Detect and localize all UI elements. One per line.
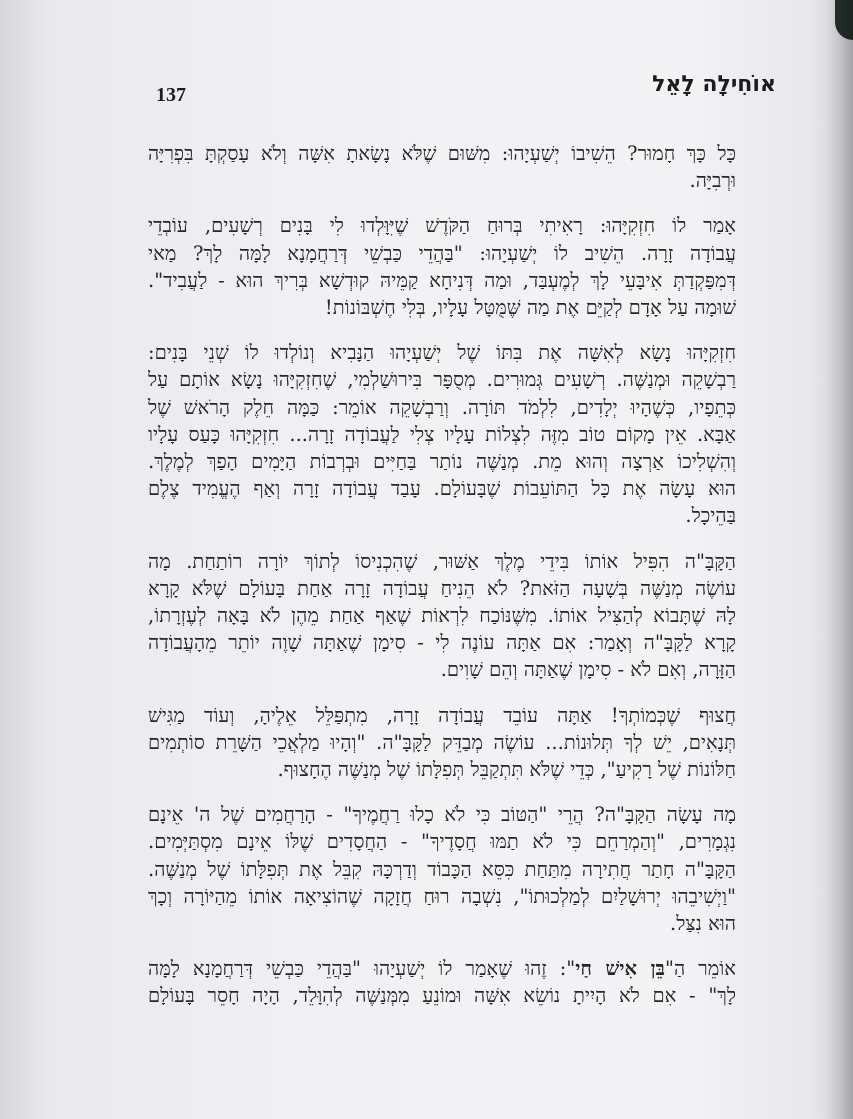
- paragraph-1: [148, 140, 736, 194]
- text-line: עֲבוֹדָה זָרָה. הֵשִׁיב לוֹ יְשַׁעְיָהוּ: "בַּהֲדֵי כַּבְשֵׁי דְּרַחֲמָנָא לָמָּה לָךְ? מַאי: [148, 241, 736, 265]
- text-line: הַקָּבָּ"ה חָתַר חֲתִירָה מִתַּחַת כִּסֵּא הַכָּבוֹד וְדַרְכָּהּ קִבֵּל אֶת תְּפִלָּתוֹ שֶׁל מְנַשֶּׁה.: [148, 857, 736, 881]
- text-line: כְּתֵפָיו, כְּשֶׁהָיוּ יְלָדִים, לִלְמֹד תּוֹרָה. וְרַבְשָׁקֵה אוֹמֵר: כַּמָּה חֵלֶק הָרֹאשׁ שֶׁל: [148, 395, 736, 419]
- text-line: "וַיְשִׁיבֵהוּ יְרוּשָׁלַיִם לְמַלְכוּתוֹ", נִשְׁבָה רוּחַ חֲזָקָה שֶׁהוֹצִיאָה אוֹתוֹ מֵהַיּוֹרָה וְכָךְ: [148, 884, 736, 908]
- paragraph-3: [148, 339, 736, 529]
- text-line: הַקָּבָּ"ה הִפִּיל אוֹתוֹ בִּידֵי מֶלֶךְ אַשּׁוּר, שֶׁהִכְנִיסוֹ לְתוֹךְ יוֹרָה רוֹתַחַת. מָה: [148, 549, 736, 573]
- text-line: בַּהֵיכָל.: [685, 504, 736, 528]
- text-line: חֲצוּף שֶׁכְּמוֹתְךָ! אַתָּה עוֹבֵד עֲבוֹדָה זָרָה, מִתְפַּלֵּל אֵלֶיהָ, וְעוֹד מַגִּישׁ: [148, 703, 736, 727]
- text-line: חִזְקִיָּהוּ נָשָׂא לְאִשָּׁה אֶת בִּתּוֹ שֶׁל יְשַׁעְיָהוּ הַנָּבִיא וְנוֹלְדוּ לוֹ שְׁנֵי בָּנִים:: [148, 341, 736, 365]
- text-line: אָמַר לוֹ חִזְקִיָּהוּ: רָאִיתִי בְּרוּחַ הַקֹּדֶשׁ שֶׁיִּוָּלְדוּ לִי בָּנִים רְשָׁעִים, עוֹבְדֵי: [148, 214, 736, 238]
- text-line: חַלּוֹנוֹת שֶׁל רָקִיעַ", כְּדֵי שֶׁלֹּא תִּתְקַבֵּל תְּפִלָּתוֹ שֶׁל מְנַשֶּׁה הֶחָצוּף.: [277, 758, 736, 782]
- text-line: וְהִשְׁלִיכוֹ אַרְצָה וְהוּא מֵת. מְנַשֶּׁה נוֹתַר בַּחַיִּים וּבְרְבוֹת הַיָּמִים הָפַךְ לְמֶלֶךְ.: [148, 450, 736, 474]
- page-header: [130, 70, 776, 110]
- text-fragment: אוֹמֵר הַ": [664, 957, 736, 981]
- page-number: 137: [156, 84, 186, 106]
- paragraph-5: [148, 702, 736, 784]
- text-line: הוּא נִצַּל.: [670, 912, 736, 936]
- text-line: עוֹשֶׂה מְנַשֶּׁה בְּשָׁעָה הַזֹּאת? לֹא הֵנִיחַ עֲבוֹדָה זָרָה אַחַת בָּעוֹלָם שֶׁלֹּא קָרָא: [148, 576, 736, 600]
- text-line: קָרָא לַקָּבָּ"ה וְאָמַר: אִם אַתָּה עוֹנֶה לִי - סִימָן שֶׁאַתָּה שָׁוֶה יוֹתֵר מֵהָעֲבוֹדָה: [148, 631, 736, 655]
- text-line: וּרְבִיָּה.: [689, 169, 736, 193]
- text-line: אַבָּא. אֵין מָקוֹם טוֹב מִזֶּה לִצְלוֹת עָלָיו צְלִי לַעֲבוֹדָה זָרָה... חִזְקִיָּהוּ כָּעַס עָלָיו: [148, 422, 736, 446]
- body-text: [148, 140, 736, 1028]
- text-line: דְּמִפַּקְדַתְּ אִיבָּעֵי לָךְ לְמֶעְבַּד, וּמַה דְּנִיחָא קַמֵּיהּ קוּדְשָׁא בְּרִיךְ הוּא - לַעֲבִיד".: [148, 268, 736, 292]
- text-line-with-bold-source: [148, 955, 736, 982]
- text-line: לָהּ שֶׁתָּבוֹא לְהַצִּיל אוֹתוֹ. מִשֶּׁנּוֹכַח לִרְאוֹת שֶׁאַף אַחַת מֵהֶן לֹא בָּאָה לְעֶזְרָתוֹ,: [148, 604, 736, 628]
- text-line: שׁוּמָה עַל אָדָם לְקַיֵּם אֶת מַה שֶּׁמֻּטָּל עָלָיו, בְּלִי חֶשְׁבּוֹנוֹת!: [324, 296, 736, 320]
- text-line: כָּל כָּךְ חָמוּר? הֵשִׁיבוֹ יְשַׁעְיָהוּ: מִשּׁוּם שֶׁלֹּא נָשָׂאתָ אִשָּׁה וְלֹא עָסַקְתָּ בִּפְרִיָּה: [148, 142, 736, 165]
- text-line: הַזָּרָה, וְאִם לֹא - סִימָן שֶׁאַתָּה וְהֵם שָׁוִים.: [440, 658, 736, 682]
- text-line: לָךְ" - אִם לֹא הָיִיתָ נוֹשֵׂא אִשָּׁה וּמוֹנֵעַ מִמְּנַשֶּׁה לְהִוָּלֵד, הָיָה חָסֵר בָּעוֹלָם: [148, 984, 736, 1008]
- page-spine-shadow: [825, 0, 853, 1119]
- paragraph-2: [148, 212, 736, 321]
- paragraph-6: [148, 801, 736, 937]
- text-line: תְּנָאִים, יֵשׁ לְךָ תְּלוּנוֹת... עוֹשֶׂה מְבַדֵּק לַקָּבָּ"ה. "וְהָיוּ מַלְאֲכֵי הַשָּׁרֵת סוֹתְמִים: [148, 730, 736, 754]
- text-line: מָה עָשָׂה הַקָּבָּ"ה? הֲרֵי "הַטּוֹב כִּי לֹא כָלוּ רַחֲמֶיךָ" - הָרַחֲמִים שֶׁל ה' אֵינָם: [148, 803, 736, 827]
- paragraph-7: [148, 955, 736, 1009]
- text-line: נִגְמָרִים, "וְהַמְרַחֵם כִּי לֹא תַמּוּ חֲסָדֶיךָ" - הַחֲסָדִים שֶׁלּוֹ אֵינָם מִסְתַּיְּמִים.: [148, 830, 736, 854]
- text-line: הוּא עָשָׂה אֶת כָּל הַתּוֹעֵבוֹת שֶׁבָּעוֹלָם. עָבַד עֲבוֹדָה זָרָה וְאַף הֶעֱמִיד צֶלֶם: [148, 477, 736, 501]
- text-fragment: ": זֶהוּ שֶׁאָמַר לוֹ יְשַׁעְיָהוּ "בַּהֲדֵי כַּבְשֵׁי דְּרַחֲמָנָא לָמָּה: [148, 957, 576, 981]
- running-title: אוֹחִילָה לָאֵל: [652, 72, 776, 97]
- text-line: רַבְשָׁקֵה וּמְנַשֶּׁה. רְשָׁעִים גְּמוּרִים. מְסֻפָּר בִּירוּשַׁלְמִי, שֶׁחִזְקִיָּהוּ נָשָׂא אוֹתָם עַל: [148, 368, 736, 392]
- source-name: בֵּן אִישׁ חַי: [575, 957, 665, 981]
- paragraph-4: [148, 548, 736, 684]
